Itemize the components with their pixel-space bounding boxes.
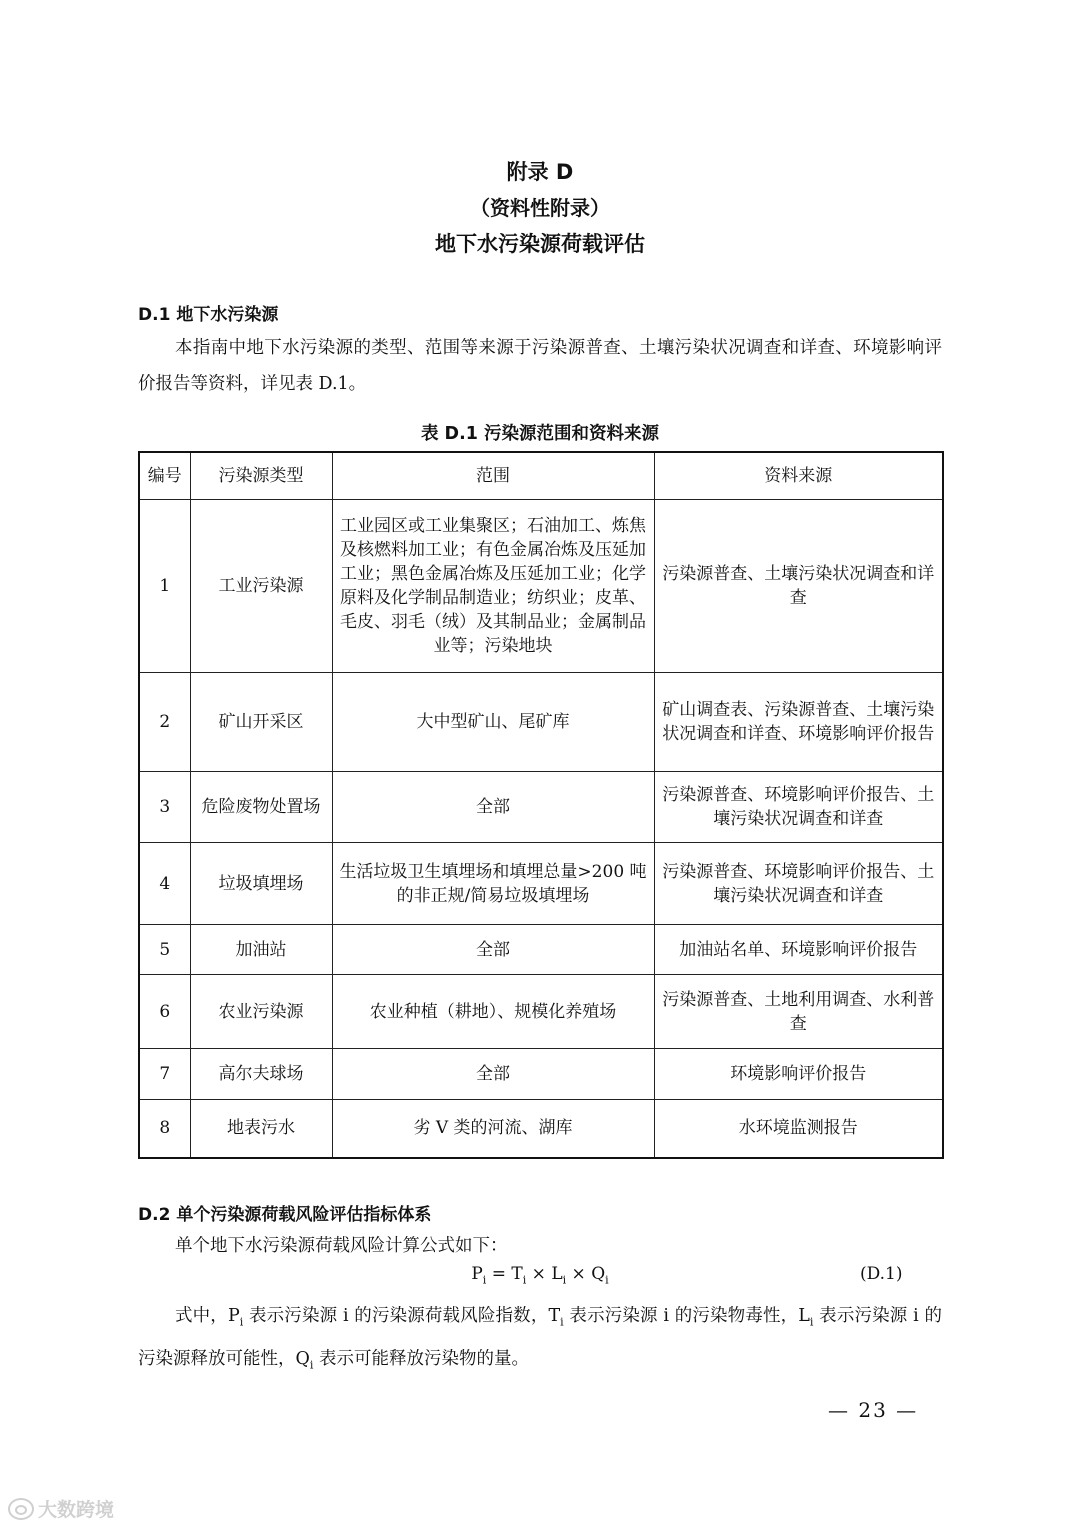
- header-number: 编号: [139, 452, 190, 500]
- page-number: — 23 —: [828, 1398, 919, 1422]
- cell-scope: 生活垃圾卫生填埋场和填埋总量>200 吨的非正规/简易垃圾填埋场: [332, 843, 654, 925]
- appendix-name: 地下水污染源荷载评估: [435, 232, 645, 256]
- section-d1-paragraph: 本指南中地下水污染源的类型、范围等来源于污染源普查、土壤污染状况调查和详查、环境影响评价报告等资料，详见表 D.1。: [138, 338, 942, 394]
- cell-number: 8: [139, 1100, 190, 1158]
- cell-scope: 全部: [332, 925, 654, 975]
- cell-source: 环境影响评价报告: [654, 1049, 943, 1100]
- cell-number: 3: [139, 772, 190, 843]
- cell-type: 垃圾填埋场: [190, 843, 332, 925]
- cell-type: 加油站: [190, 925, 332, 975]
- cell-number: 7: [139, 1049, 190, 1100]
- cell-type: 矿山开采区: [190, 673, 332, 772]
- section-d2-heading: D.2 单个污染源荷载风险评估指标体系: [138, 1205, 432, 1225]
- cell-scope: 工业园区或工业集聚区；石油加工、炼焦及核燃料加工业；有色金属冶炼及压延加工业；黑色金属冶炼及压延加工业；化学原料及化学制品制造业；纺织业；皮革、毛皮、羽毛（绒）及其制品业；金属制品业等；污染地块: [332, 500, 654, 673]
- cell-scope: 大中型矿山、尾矿库: [332, 673, 654, 772]
- header-scope: 范围: [332, 452, 654, 500]
- cell-number: 2: [139, 673, 190, 772]
- cell-source: 污染源普查、土地利用调查、水利普查: [654, 975, 943, 1049]
- watermark-logo-icon: [8, 1498, 34, 1520]
- cell-number: 1: [139, 500, 190, 673]
- table-header-row: [139, 452, 943, 500]
- cell-source: 矿山调查表、污染源普查、土壤污染状况调查和详查、环境影响评价报告: [654, 673, 943, 772]
- cell-source: 污染源普查、环境影响评价报告、土壤污染状况调查和详查: [654, 772, 943, 843]
- cell-source: 水环境监测报告: [654, 1100, 943, 1158]
- cell-source: 加油站名单、环境影响评价报告: [654, 925, 943, 975]
- cell-source: 污染源普查、土壤污染状况调查和详查: [654, 500, 943, 673]
- cell-type: 地表污水: [190, 1100, 332, 1158]
- section-d2-intro: 单个地下水污染源荷载风险计算公式如下：: [175, 1236, 508, 1256]
- cell-number: 5: [139, 925, 190, 975]
- table-row: [139, 975, 943, 1049]
- cell-scope: 农业种植（耕地）、规模化养殖场: [332, 975, 654, 1049]
- table-row: [139, 1049, 943, 1100]
- table-caption: 表 D.1 污染源范围和资料来源: [420, 424, 660, 444]
- section-d1-heading: D.1 地下水污染源: [138, 305, 279, 325]
- table-row: [139, 1100, 943, 1158]
- cell-source: 污染源普查、环境影响评价报告、土壤污染状况调查和详查: [654, 843, 943, 925]
- formula-d1: $P_i = T_i \times L_i \times Q_i$: [471, 1264, 609, 1287]
- formula-explanation: 式中，$P_i$ 表示污染源 i 的污染源荷载风险指数，$T_i$ 表示污染源 i 的污染物毒性，$L_i$ 表示污染源 i 的污染源释放可能性，$Q_i$ 表示可能释放污染物的量。: [138, 1306, 942, 1371]
- pollution-source-table: [138, 451, 944, 1159]
- formula-number: (D.1): [860, 1264, 903, 1284]
- header-source: 资料来源: [654, 452, 943, 500]
- cell-type: 危险废物处置场: [190, 772, 332, 843]
- cell-type: 高尔夫球场: [190, 1049, 332, 1100]
- cell-scope: 全部: [332, 1049, 654, 1100]
- watermark: [8, 1495, 114, 1522]
- cell-number: 4: [139, 843, 190, 925]
- cell-number: 6: [139, 975, 190, 1049]
- cell-scope: 劣 V 类的河流、湖库: [332, 1100, 654, 1158]
- watermark-text: 大数跨境: [38, 1499, 115, 1521]
- table-row: [139, 925, 943, 975]
- table-row: [139, 673, 943, 772]
- cell-scope: 全部: [332, 772, 654, 843]
- cell-type: 工业污染源: [190, 500, 332, 673]
- cell-type: 农业污染源: [190, 975, 332, 1049]
- table-row: [139, 772, 943, 843]
- appendix-type: （资料性附录）: [470, 196, 610, 220]
- header-type: 污染源类型: [190, 452, 332, 500]
- appendix-title: 附录 D: [506, 160, 574, 184]
- table-row: [139, 500, 943, 673]
- table-row: [139, 843, 943, 925]
